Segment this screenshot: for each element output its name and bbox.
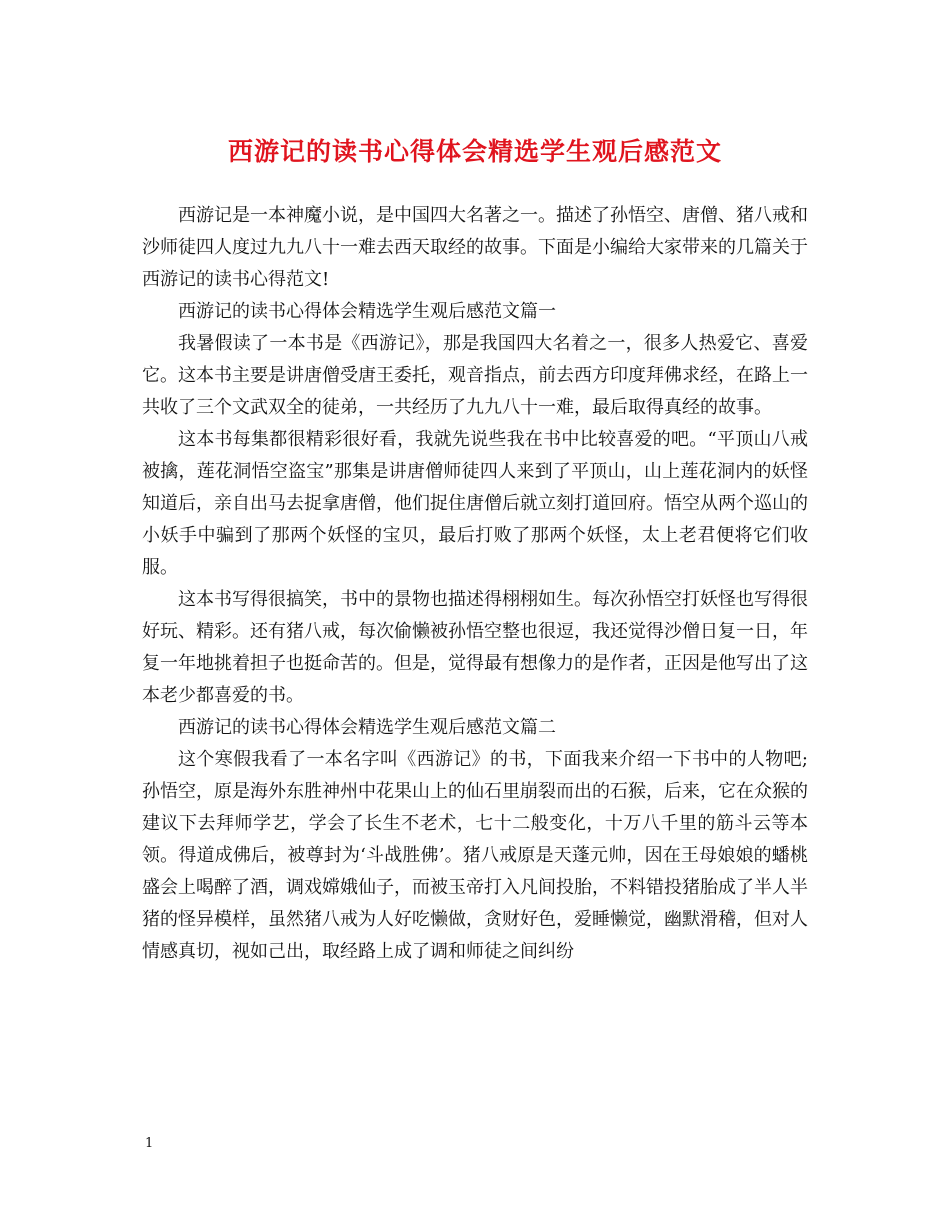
section-heading-two: 西游记的读书心得体会精选学生观后感范文篇二 xyxy=(178,717,556,738)
paragraph: 我暑假读了一本书是《西游记》，那是我国四大名着之一，很多人热爱它、喜爱它。这本书主要是讲唐僧受唐王委托，观音指点，前去西方印度拜佛求经，在路上一共收了三个文武双全的徒弟，一共经历了九九八十一难，最后取得真经的故事。 xyxy=(142,333,808,418)
section-heading-one: 西游记的读书心得体会精选学生观后感范文篇一 xyxy=(178,301,556,322)
page-title: 西游记的读书心得体会精选学生观后感范文 xyxy=(227,137,722,166)
paragraph: 这个寒假我看了一本名字叫《西游记》的书，下面我来介绍一下书中的人物吧;孙悟空，原是海外东胜神州中花果山上的仙石里崩裂而出的石猴，后来，它在众猴的建议下去拜师学艺，学会了长生不老术，七十二般变化，十万八千里的筋斗云等本领。得道成佛后，被尊封为‘斗战胜佛’。猪八戒原是天蓬元帅，因在王母娘娘的蟠桃盛会上喝醉了酒，调戏嫦娥仙子，而被玉帝打入凡间投胎，不料错投猪胎成了半人半猪的怪异模样，虽然猪八戒为人好吃懒做，贪财好色，爱睡懒觉，幽默滑稽，但对人情感真切，视如己出，取经路上成了调和师徒之间纠纷 xyxy=(142,749,808,962)
page-number: 1 xyxy=(145,1136,154,1151)
intro-paragraph: 西游记是一本神魔小说，是中国四大名著之一。描述了孙悟空、唐僧、猪八戒和沙师徒四人度过九九八十一难去西天取经的故事。下面是小编给大家带来的几篇关于西游记的读书心得范文! xyxy=(142,205,808,290)
document-body xyxy=(142,200,808,968)
paragraph: 这本书写得很搞笑，书中的景物也描述得栩栩如生。每次孙悟空打妖怪也写得很好玩、精彩。还有猪八戒，每次偷懒被孙悟空整也很逗，我还觉得沙僧日复一日，年复一年地挑着担子也挺命苦的。但是，觉得最有想像力的是作者，正因是他写出了这本老少都喜爱的书。 xyxy=(142,589,808,706)
paragraph: 这本书每集都很精彩很好看，我就先说些我在书中比较喜爱的吧。“平顶山八戒被擒，莲花洞悟空盗宝”那集是讲唐僧师徒四人来到了平顶山，山上莲花洞内的妖怪知道后，亲自出马去捉拿唐僧，他们捉住唐僧后就立刻打道回府。悟空从两个巡山的小妖手中骗到了那两个妖怪的宝贝，最后打败了那两个妖怪，太上老君便将它们收服。 xyxy=(142,429,808,578)
